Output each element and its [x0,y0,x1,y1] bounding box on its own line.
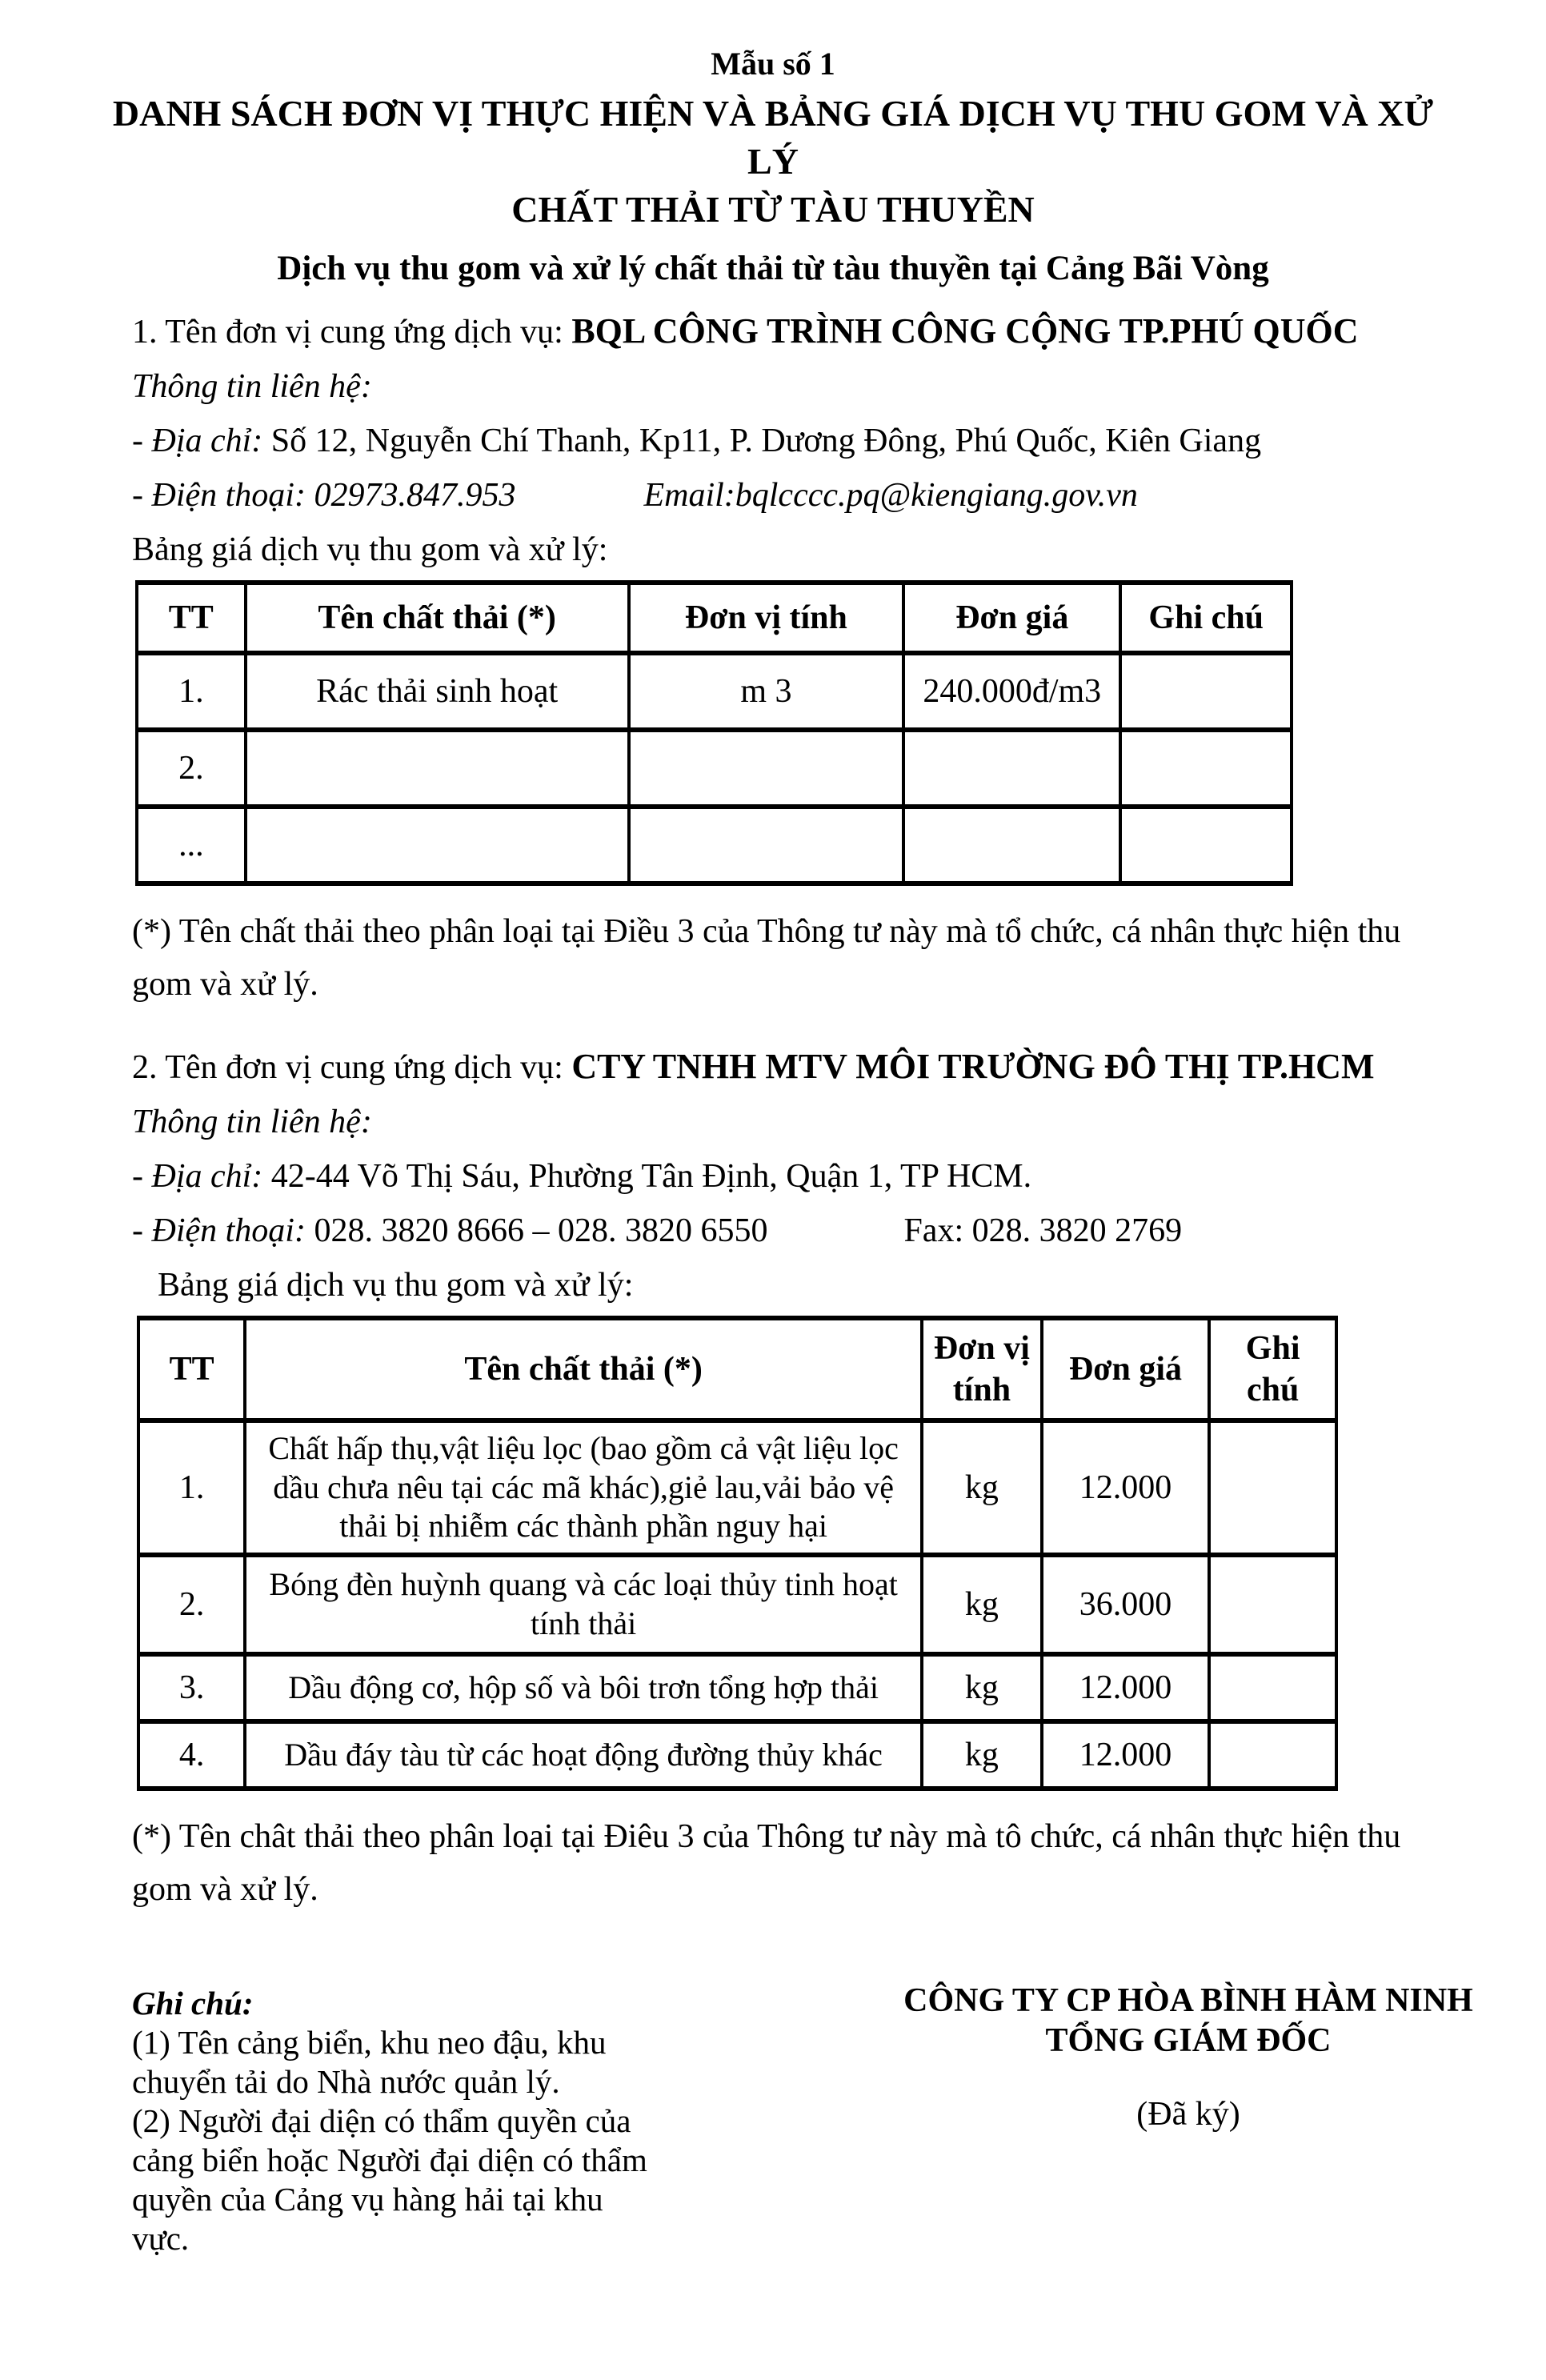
table2-header-note: Ghi chú [1209,1318,1336,1420]
signature-block [892,1981,1484,2134]
footer-block [132,1984,1546,2320]
table2-cell-unit: kg [922,1420,1042,1555]
table2-cell-price: 12.000 [1042,1420,1210,1555]
section1-company-name: BQL CÔNG TRÌNH CÔNG CỘNG TP.PHÚ QUỐC [571,311,1359,351]
table1-cell-waste-name [246,807,629,883]
note-1: (1) Tên cảng biển, khu neo đậu, khu chuyển tải do Nhà nước quản lý. [132,2024,607,2100]
table1-cell-note [1120,730,1292,807]
document-title [96,90,1450,234]
table2-cell-note [1209,1555,1336,1654]
table2-cell-note [1209,1721,1336,1789]
table1-header-price: Đơn giá [903,583,1120,653]
section2-fax-value: Fax: 028. 3820 2769 [903,1212,1183,1249]
signature-signed: (Đã ký) [1136,2096,1240,2133]
table2-row-4 [138,1721,1336,1789]
table2-cell-waste-name: Dầu đáy tàu từ các hoạt động đường thủy khác [245,1721,922,1789]
signature-company: CÔNG TY CP HÒA BÌNH HÀM NINH [903,1982,1473,2019]
section1-address-value: Số 12, Nguyễn Chí Thanh, Kp11, P. Dương Đông, Phú Quốc, Kiên Giang [270,423,1262,459]
table2-header-row [138,1318,1336,1420]
section2-address-value: 42-44 Võ Thị Sáu, Phường Tân Định, Quận 1, TP HCM. [270,1158,1032,1195]
table2-cell-tt: 3. [138,1654,245,1721]
table2-cell-note [1209,1654,1336,1721]
section1-heading [132,304,1442,359]
table1-cell-tt: 1. [137,653,246,730]
table2-cell-tt: 2. [138,1555,245,1654]
table2-cell-waste-name: Dầu động cơ, hộp số và bôi trơn tổng hợp thải [245,1654,922,1721]
section2-heading [132,1040,1442,1095]
table2-header-price: Đơn giá [1042,1318,1210,1420]
section1-heading-prefix: 1. Tên đơn vị cung ứng dịch vụ: [132,314,572,351]
table1-cell-unit: m 3 [629,653,903,730]
table1-header-waste-name: Tên chất thải (*) [246,583,629,653]
section2-contact-label: Thông tin liên hệ: [132,1104,372,1140]
table2-row-3 [138,1654,1336,1721]
table1-cell-price [903,730,1120,807]
title-line-1: DANH SÁCH ĐƠN VỊ THỰC HIỆN VÀ BẢNG GIÁ DỊCH VỤ THU GOM VÀ XỬ LÝ [112,93,1434,182]
section1-email-value: Email:bqlcccc.pq@kiengiang.gov.vn [643,477,1138,514]
table2-cell-tt: 4. [138,1721,245,1789]
section2-phone-value: 028. 3820 8666 – 028. 3820 6550 [314,1212,768,1249]
table2-header-waste-name: Tên chất thải (*) [245,1318,922,1420]
section1-price-table-label: Bảng giá dịch vụ thu gom và xử lý: [132,531,608,568]
signature-title: TỔNG GIÁM ĐỐC [1045,2022,1332,2059]
section2-price-table [137,1316,1338,1791]
table2-cell-price: 36.000 [1042,1555,1210,1654]
table2-header-tt: TT [138,1318,245,1420]
section2-phone-label: - Điện thoại: [132,1212,314,1249]
table1-cell-unit [629,807,903,883]
section1-phone-value: 02973.847.953 [314,477,516,514]
section1-address-line [132,414,1442,468]
table2-cell-unit: kg [922,1654,1042,1721]
table1-row-2 [137,730,1292,807]
table1-cell-tt: ... [137,807,246,883]
table2-cell-unit: kg [922,1721,1042,1789]
table2-cell-unit: kg [922,1555,1042,1654]
table2-header-unit: Đơn vị tính [922,1318,1042,1420]
table1-cell-waste-name: Rác thải sinh hoạt [246,653,629,730]
section1-price-table [135,580,1293,886]
section2-price-table-label: Bảng giá dịch vụ thu gom và xử lý: [158,1267,634,1304]
table1-header-note: Ghi chú [1120,583,1292,653]
table1-header-row [137,583,1292,653]
section1-contact-label: Thông tin liên hệ: [132,368,372,405]
section2-address-label: - Địa chỉ: [132,1158,271,1195]
table1-header-tt: TT [137,583,246,653]
table1-row-1 [137,653,1292,730]
section2-company-name: CTY TNHH MTV MÔI TRƯỜNG ĐÔ THỊ TP.HCM [571,1047,1375,1086]
notes-label: Ghi chú: [132,1985,254,2021]
section1-phone-label: - Điện thoại: [132,477,314,514]
note-2: (2) Người đại diện có thẩm quyền của cảng biển hoặc Người đại diện có thẩm quyền của Cảng vụ hàng hải tại khu vực. [132,2102,647,2257]
table2-cell-price: 12.000 [1042,1654,1210,1721]
title-line-2: CHẤT THẢI TỪ TÀU THUYỀN [511,189,1035,230]
form-label: Mẫu số 1 [711,46,835,82]
table2-cell-waste-name: Bóng đèn huỳnh quang và các loại thủy tinh hoạt tính thải [245,1555,922,1654]
table1-cell-waste-name [246,730,629,807]
table2-cell-tt: 1. [138,1420,245,1555]
table1-cell-note [1120,653,1292,730]
notes-block [132,1984,652,2258]
table2-cell-waste-name: Chất hấp thụ,vật liệu lọc (bao gồm cả vật liệu lọc dầu chưa nêu tại các mã khác),giẻ lau,vải bảo vệ thải bị nhiễm các thành phần nguy hại [245,1420,922,1555]
table1-cell-tt: 2. [137,730,246,807]
section1-footnote: (*) Tên chất thải theo phân loại tại Điều 3 của Thông tư này mà tổ chức, cá nhân thực hiện thu gom và xử lý. [132,913,1401,1003]
table1-row-3 [137,807,1292,883]
section1-address-label: - Địa chỉ: [132,423,271,459]
table1-cell-unit [629,730,903,807]
section2-heading-prefix: 2. Tên đơn vị cung ứng dịch vụ: [132,1049,572,1086]
document-subtitle: Dịch vụ thu gom và xử lý chất thải từ tàu thuyền tại Cảng Bãi Vòng [277,250,1269,287]
table2-cell-price: 12.000 [1042,1721,1210,1789]
section2-phone-line [132,1204,1442,1258]
table1-cell-price [903,807,1120,883]
table2-row-2 [138,1555,1336,1654]
section2-address-line [132,1149,1442,1204]
table1-cell-price: 240.000đ/m3 [903,653,1120,730]
table1-header-unit: Đơn vị tính [629,583,903,653]
section1-phone-line [132,468,1442,523]
section2-footnote: (*) Tên chât thải theo phân loại tại Điêu 3 của Thông tư này mà tô chức, cá nhân thực hiện thu gom và xử lý. [132,1818,1401,1908]
table2-cell-note [1209,1420,1336,1555]
table2-row-1 [138,1420,1336,1555]
table1-cell-note [1120,807,1292,883]
